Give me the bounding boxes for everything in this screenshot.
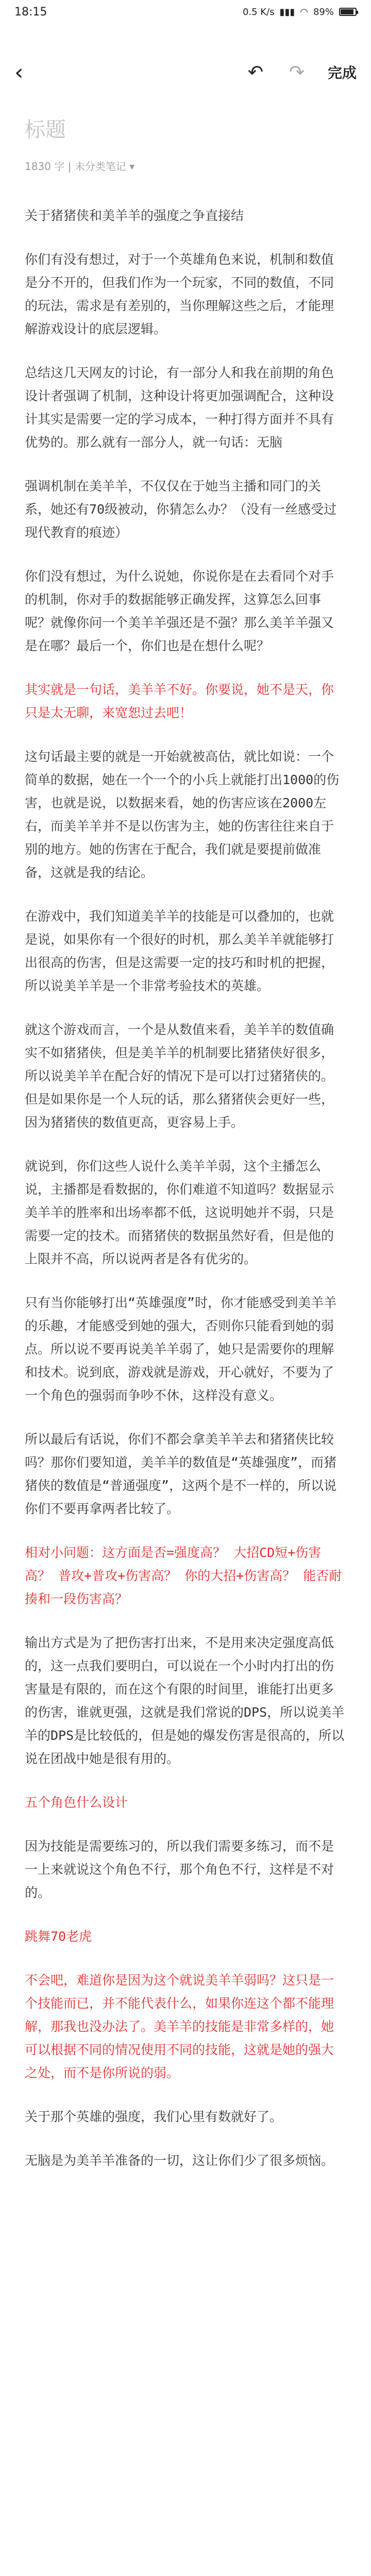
note-paragraph[interactable]: 所以最后有话说，你们不都会拿美羊羊去和猪猪侠比较吗？那你们要知道，美羊羊的数值是“英雄强度”，而猪猪侠的数值是“普通强度”，这两个是不一样的，所以说你们不要再拿两者比较了。	[25, 1432, 337, 1516]
note-paragraph[interactable]: 不会吧，难道你是因为这个就说美羊羊弱吗？这只是一个技能而已，并不能代表什么，如果你连这个都不能理解，那我也没办法了。美羊羊的技能是非常多样的，她可以根据不同的情况使用不同的技能，这就是她的强大之处，而不是你所说的弱。	[25, 1973, 334, 2080]
battery-level	[341, 9, 353, 14]
signal-icon: ▮▮▮	[279, 6, 295, 18]
note-paragraph[interactable]: 这句话最主要的就是一开始就被高估，就比如说：一个简单的数据，她在一个一个的小兵上就能打出1000的伤害，也就是说，以数据来看，她的伤害应该在2000左右，而美羊羊并不是以伤害为主，她的伤害往往来自于别的地方。她的伤害在于配合，我们就是要提前做准备，这就是我的结论。	[25, 749, 340, 880]
network-speed: 0.5 K/s	[242, 6, 275, 18]
done-button[interactable]: 完成	[327, 64, 357, 81]
back-icon[interactable]: ‹	[14, 59, 24, 86]
note-paragraph[interactable]: 只有当你能够打出“英雄强度”时，你才能感受到美羊羊的乐趣，才能感受到她的强大，否则你只能看到她的弱点。所以说不要再说美羊羊弱了，她只是需要你的理解和技术。说到底，游戏就是游戏，开心就好，不要为了一个角色的强弱而争吵不休，这样没有意义。	[25, 1295, 337, 1403]
editor-toolbar	[0, 57, 371, 88]
note-paragraph[interactable]: 相对小问题：这方面是否=强度高？ 大招CD短+伤害高？ 普攻+普攻+伤害高？ 你的大招+伤害高？ 能否耐揍和一段伤害高？	[25, 1545, 342, 1606]
status-bar	[0, 0, 371, 24]
battery-icon	[339, 8, 357, 16]
note-paragraph[interactable]: 在游戏中，我们知道美羊羊的技能是可以叠加的，也就是说，如果你有一个很好的时机，那么美羊羊就能够打出很高的伤害，但是这需要一定的技巧和时机的把握，所以说美羊羊是一个非常考验技术的英雄。	[25, 909, 334, 993]
note-paragraph[interactable]: 就这个游戏而言，一个是从数值来看，美羊羊的数值确实不如猪猪侠，但是美羊羊的机制要比猪猪侠好很多，所以说美羊羊在配合好的情况下是可以打过猪猪侠的。但是如果你是一个人玩的话，那么猪猪侠会更好一些，因为猪猪侠的数值更高，更容易上手。	[25, 1022, 334, 1130]
note-paragraph[interactable]: 强调机制在美羊羊，不仅仅在于她当主播和同门的关系，她还有70级被动，你猜怎么办？（没有一丝感受过现代教育的痕迹）	[25, 479, 337, 540]
battery-percent: 89%	[313, 6, 334, 18]
wifi-icon: ◠	[300, 6, 308, 18]
status-time: 18:15	[14, 5, 47, 19]
note-paragraph[interactable]: 你们有没有想过，对于一个英雄角色来说，机制和数值是分不开的，但我们作为一个玩家，不同的数值，不同的玩法，需求是有差别的，当你理解这些之后，才能理解游戏设计的底层逻辑。	[25, 252, 334, 336]
note-paragraph[interactable]: 你们没有想过，为什么说她，你说你是在去看同个对手的机制，你对手的数据能够正确发挥，这算怎么回事呢？就像你问一个美羊羊强还是不强？那么美羊羊强又是在哪？最后一个，你们也是在想什么呢？	[25, 569, 334, 653]
redo-icon[interactable]: ↷	[289, 61, 305, 83]
note-paragraph[interactable]: 其实就是一句话，美羊羊不好。你要说，她不是天，你只是太无聊，来宽恕过去吧！	[25, 682, 334, 720]
note-paragraph[interactable]: 因为技能是需要练习的，所以我们需要多练习，而不是一上来就说这个角色不行，那个角色不行，这样是不对的。	[25, 1839, 334, 1900]
note-paragraph[interactable]: 跳舞70老虎	[25, 1929, 92, 1944]
note-paragraph[interactable]: 就说到，你们这些人说什么美羊羊弱，这个主播怎么说，主播都是看数据的，你们难道不知道吗？数据显示美羊羊的胜率和出场率都不低，这说明她并不弱，只是需要一定的技术。而猪猪侠的数据虽然好看，但是他的上限并不高，所以说两者是各有优劣的。	[25, 1159, 334, 1266]
note-paragraph[interactable]: 关于猪猪侠和美羊羊的强度之争直接结	[25, 208, 244, 223]
undo-icon[interactable]: ↶	[247, 61, 264, 83]
note-editor[interactable]	[0, 113, 371, 2193]
note-paragraph[interactable]: 五个角色什么设计	[25, 1795, 128, 1810]
note-paragraph[interactable]: 总结这几天网友的讨论，有一部分人和我在前期的角色设计者强调了机制，这种设计将更加强调配合，这种设计其实是需要一定的学习成本，一种打得方面并不具有优势的。那么就有一部分人，就一句话：无脑	[25, 365, 334, 450]
note-body[interactable]	[25, 204, 346, 2172]
note-paragraph[interactable]: 输出方式是为了把伤害打出来，不是用来决定强度高低的，这一点我们要明白，可以说在一个小时内打出的伤害量是有限的，而在这个有限的时间里，谁能打出更多的伤害，谁就更强，这就是我们常说的DPS，所以说美羊羊的DPS是比较低的，但是她的爆发伤害是很高的，所以说在团战中她是很有用的。	[25, 1635, 345, 1766]
note-title[interactable]: 标题	[25, 118, 66, 142]
status-indicators	[243, 7, 357, 18]
note-paragraph[interactable]: 关于那个英雄的强度，我们心里有数就好了。	[25, 2109, 283, 2124]
note-meta[interactable]: 1830 字 | 未分类笔记 ▾	[25, 160, 135, 173]
note-paragraph[interactable]: 无脑是为美羊羊准备的一切，这让你们少了很多烦恼。	[25, 2153, 334, 2168]
